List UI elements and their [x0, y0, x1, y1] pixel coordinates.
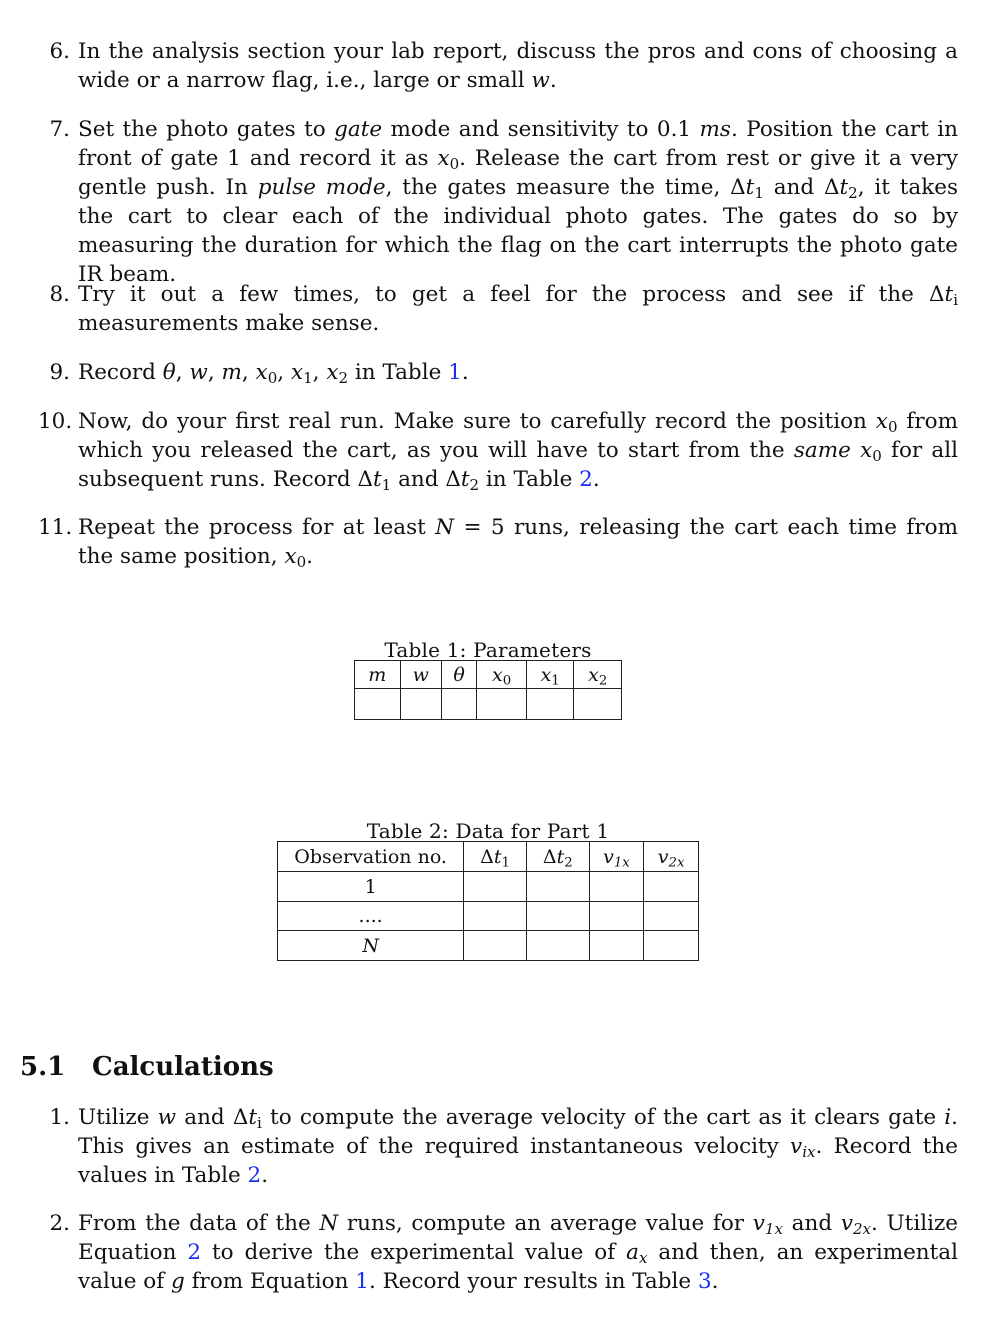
table-header-cell: w: [400, 661, 441, 689]
table-cell[interactable]: [644, 902, 699, 931]
equation-ref-link[interactable]: 1: [355, 1269, 369, 1294]
section-number: 5.1: [20, 1052, 66, 1082]
item-number: 6.: [49, 39, 70, 64]
table-row: [278, 872, 699, 902]
table-header-cell: $v_{2x}$: [644, 842, 699, 872]
equation-ref-link[interactable]: 2: [187, 1240, 202, 1265]
item-text: Try it out a few times, to get a feel for the process and see if the $\Delta t_i$ measurements make sense.: [78, 282, 958, 336]
item-text: Now, do your first real run. Make sure to carefully record the position $x_0$ from which you released the cart, as you will have to start from the same $x_0$ for all subsequent runs. Record $\Delta t_1$ and $\Delta t_2$ in Table 2.: [78, 409, 958, 494]
item-number: 11.: [38, 515, 73, 540]
table-cell[interactable]: [464, 931, 527, 961]
table-cell[interactable]: [355, 689, 401, 720]
table-cell[interactable]: [526, 902, 589, 931]
item-text: Set the photo gates to gate mode and sensitivity to 0.1 ms. Position the cart in front of gate 1 and record it as $x_0$. Release the cart from rest or give it a very gentle push. In pulse mode, the gates measure the time, $\Delta t_1$ and $\Delta t_2$, it takes the cart to clear each of the individual photo gates. The gates do so by measuring the duration for which the flag on the cart interrupts the photo gate IR beam.: [78, 117, 958, 287]
table-cell[interactable]: [464, 902, 527, 931]
item-text: Record θ, w, m, $x_0$, $x_1$, $x_2$ in Table 1.: [78, 360, 469, 387]
table-cell[interactable]: [464, 872, 527, 902]
table-cell[interactable]: [526, 931, 589, 961]
item-text: Utilize w and $\Delta t_i$ to compute the average velocity of the cart as it clears gate i. This gives an estimate of the required instantaneous velocity $v_{ix}$. Record the values in Table 2.: [78, 1105, 958, 1188]
item-number: 1.: [49, 1105, 70, 1130]
table-cell[interactable]: [400, 689, 441, 720]
item-text: Repeat the process for at least N = 5 runs, releasing the cart each time from the same position, $x_0$.: [78, 515, 959, 571]
table-header-cell: $x_0$: [477, 661, 527, 689]
table-header-cell: θ: [441, 661, 476, 689]
table-ref-link[interactable]: 1: [448, 360, 462, 385]
section-title: Calculations: [92, 1052, 274, 1082]
table-cell[interactable]: [477, 689, 527, 720]
table-ref-link[interactable]: 3: [697, 1269, 712, 1294]
table-cell: N: [278, 931, 464, 961]
item-number: 10.: [38, 409, 73, 434]
table-cell[interactable]: [589, 931, 644, 961]
table-cell: ....: [278, 902, 464, 931]
item-number: 9.: [49, 360, 70, 385]
table-cell: 1: [278, 872, 464, 902]
table-row: [278, 902, 699, 931]
table-header-cell: $\Delta t_1$: [464, 842, 527, 872]
item-text: From the data of the N runs, compute an average value for $v_{1x}$ and $v_{2x}$. Utilize Equation 2 to derive the experimental value of $a_x$ and then, an experimental value of g from Equation 1. Record your results in Table 3.: [78, 1211, 958, 1294]
table-ref-link[interactable]: 2: [247, 1163, 262, 1188]
table-header-cell: Observation no.: [278, 842, 464, 872]
item-text: In the analysis section your lab report, discuss the pros and cons of choosing a wide or a narrow flag, i.e., large or small w.: [78, 39, 958, 93]
table-header-cell: m: [355, 661, 401, 689]
table-cell[interactable]: [644, 872, 699, 902]
table-cell[interactable]: [644, 931, 699, 961]
item-number: 7.: [49, 117, 70, 142]
table-header-cell: $v_{1x}$: [589, 842, 644, 872]
table-2-data: [277, 841, 699, 961]
table-ref-link[interactable]: 2: [579, 467, 593, 492]
table-header-cell: $x_2$: [574, 661, 622, 689]
table-header-row: [278, 842, 699, 872]
table-cell[interactable]: [526, 872, 589, 902]
table-header-cell: $x_1$: [526, 661, 574, 689]
table-1-caption: Table 1: Parameters: [384, 638, 592, 662]
table-cell[interactable]: [441, 689, 476, 720]
table-cell[interactable]: [589, 872, 644, 902]
table-row: [355, 689, 622, 720]
table-1-parameters: [354, 660, 622, 720]
table-cell[interactable]: [526, 689, 574, 720]
table-cell[interactable]: [574, 689, 622, 720]
item-number: 2.: [49, 1211, 70, 1236]
table-2-caption: Table 2: Data for Part 1: [366, 819, 610, 843]
table-header-cell: $\Delta t_2$: [526, 842, 589, 872]
table-row: [278, 931, 699, 961]
table-cell[interactable]: [589, 902, 644, 931]
table-header-row: [355, 661, 622, 689]
item-number: 8.: [49, 282, 70, 307]
